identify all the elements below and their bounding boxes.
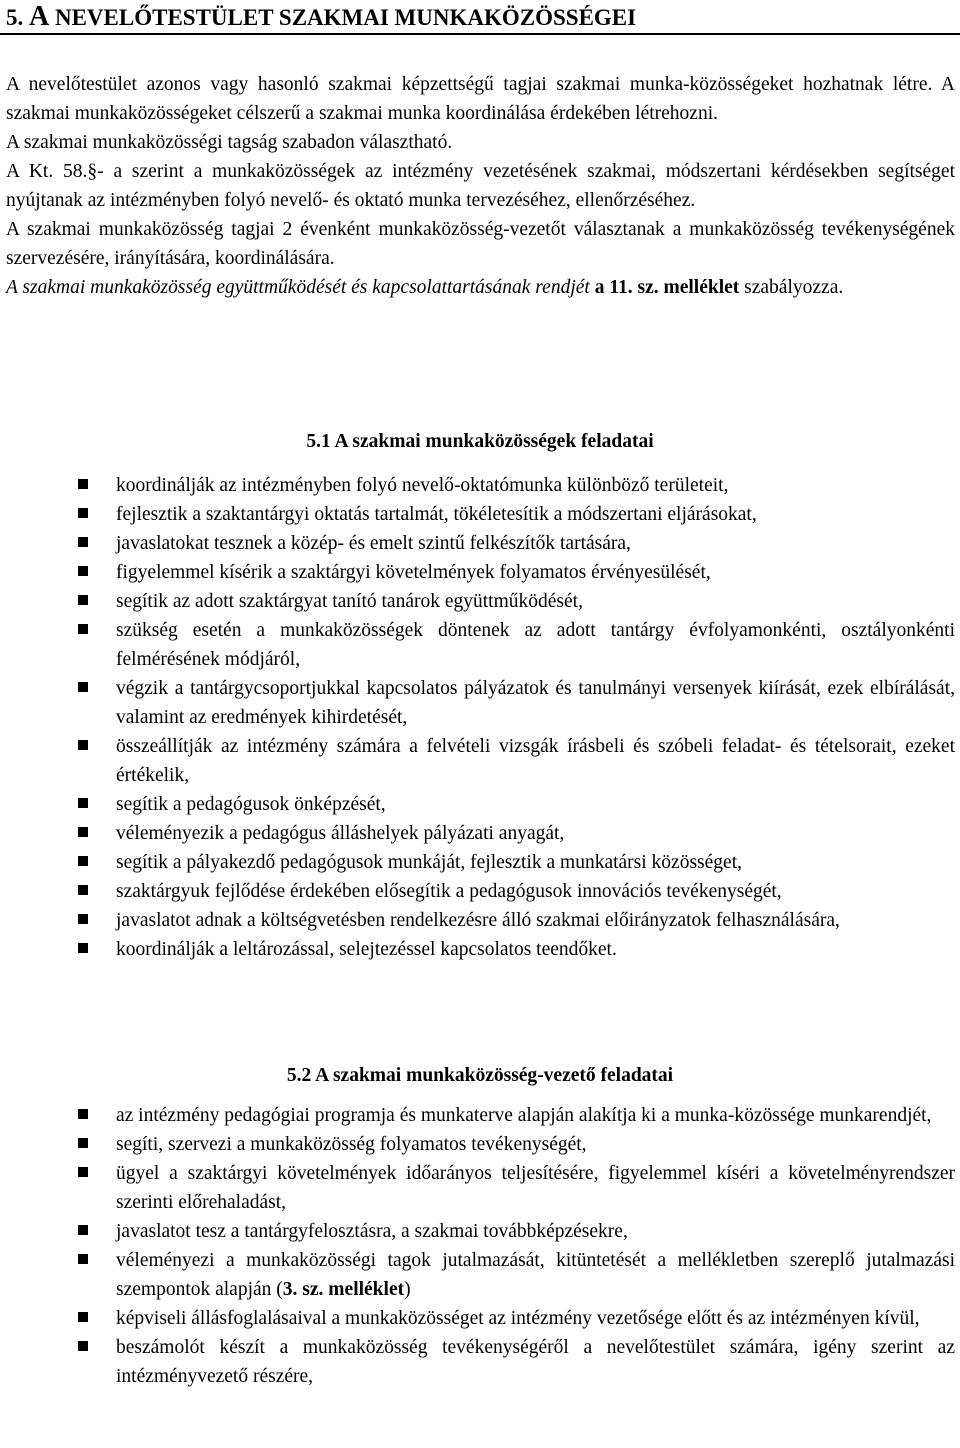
list-item-text: véleményezik a pedagógus álláshelyek pályázati anyagát,	[116, 823, 565, 844]
list-item	[0, 935, 960, 964]
square-bullet-icon	[78, 1167, 88, 1177]
intro-paragraph-4: A szakmai munkaközösség tagjai 2 évenként munkaközösség-vezetőt választanak a munkaközösség tevékenységének szervezésére, irányítására, koordinálására.	[6, 219, 955, 269]
list-item-text: figyelemmel kísérik a szaktárgyi követelmények folyamatos érvényesülését,	[116, 562, 711, 583]
list-item-text: képviseli állásfoglalásaival a munkaközösséget az intézmény vezetősége előtt és az intézményen kívül,	[116, 1308, 920, 1329]
list-item-text: az intézmény pedagógiai programja és munkaterve alapján alakítja ki a munka-közössége munkarendjét,	[116, 1105, 932, 1126]
section-5-2-list	[0, 1101, 960, 1391]
list-item	[0, 500, 960, 529]
list-item-text	[116, 1246, 955, 1304]
list-item	[0, 819, 960, 848]
list-item	[0, 1246, 960, 1304]
square-bullet-icon	[78, 1254, 88, 1264]
list-item	[0, 906, 960, 935]
chapter-initial: A	[29, 1, 50, 32]
square-bullet-icon	[78, 740, 88, 750]
list-item-text: szaktárgyuk fejlődése érdekében elősegítik a pedagógusok innovációs tevékenységét,	[116, 881, 782, 902]
square-bullet-icon	[78, 914, 88, 924]
list-item	[0, 558, 960, 587]
list-item	[0, 1333, 960, 1391]
list-item-text: segíti, szervezi a munkaközösség folyamatos tevékenységét,	[116, 1134, 587, 1155]
intro-paragraph-3: A Kt. 58.§- a szerint a munkaközösségek az intézmény vezetésének szakmai, módszertani kérdésekben segítséget nyújtanak az intézményben folyó nevelő- és oktató munka tervezéséhez, ellenőrzéséhez.	[6, 161, 955, 211]
square-bullet-icon	[78, 827, 88, 837]
list-item	[0, 674, 960, 732]
annex-ref-close: )	[404, 1279, 411, 1300]
list-item-text: segítik a pedagógusok önképzését,	[116, 794, 386, 815]
list-item	[0, 732, 960, 790]
list-item-text: koordinálják a leltározással, selejtezéssel kapcsolatos teendőket.	[116, 939, 617, 960]
list-item	[0, 1217, 960, 1246]
list-item-text: javaslatot adnak a költségvetésben rendelkezésre álló szakmai előirányzatok felhasználására,	[116, 910, 840, 931]
square-bullet-icon	[78, 682, 88, 692]
list-item-text: javaslatokat tesznek a közép- és emelt szintű felkészítők tartására,	[116, 533, 631, 554]
square-bullet-icon	[78, 856, 88, 866]
intro-paragraph-1: A nevelőtestület azonos vagy hasonló szakmai képzettségű tagjai szakmai munka-közösségeket hozhatnak létre. A szakmai munkaközösségeket célszerű a szakmai munka koordinálása érdekében létrehozni.	[6, 74, 955, 124]
intro-italic-text: A szakmai munkaközösség együttműködését és kapcsolattartásának rendjét	[6, 277, 590, 298]
square-bullet-icon	[78, 1341, 88, 1351]
annex-ref-open: (	[271, 1279, 283, 1300]
square-bullet-icon	[78, 1109, 88, 1119]
square-bullet-icon	[78, 479, 88, 489]
section-5-2-title: 5.2 A szakmai munkaközösség-vezető feladatai	[286, 1065, 674, 1086]
list-item-text: fejlesztik a szaktantárgyi oktatás tartalmát, tökéletesítik a módszertani eljárásokat,	[116, 504, 757, 525]
list-item-text: koordinálják az intézményben folyó nevelő-oktatómunka különböző területeit,	[116, 475, 729, 496]
square-bullet-icon	[78, 1312, 88, 1322]
intro-paragraph-5	[6, 273, 955, 302]
square-bullet-icon	[78, 798, 88, 808]
square-bullet-icon	[78, 943, 88, 953]
list-item-text: beszámolót készít a munkaközösség tevékenységéről a nevelőtestület számára, igény szerint az intézményvezető részére,	[116, 1337, 955, 1387]
annex-ref: 3. sz. melléklet	[282, 1279, 405, 1300]
list-item	[0, 1130, 960, 1159]
chapter-heading	[0, 0, 960, 35]
list-item	[0, 529, 960, 558]
list-item	[0, 587, 960, 616]
square-bullet-icon	[78, 1138, 88, 1148]
list-item-text: végzik a tantárgycsoportjukkal kapcsolatos pályázatok és tanulmányi versenyek kiírását, ezek elbírálását, valamint az eredmények kihirdetését,	[116, 678, 955, 728]
list-item	[0, 1159, 960, 1217]
list-item-text: ügyel a szaktárgyi követelmények időarányos teljesítésére, figyelemmel kíséri a követelményrendszer szerinti előrehaladást,	[116, 1163, 955, 1213]
list-item	[0, 471, 960, 500]
list-item-text: segítik a pályakezdő pedagógusok munkáját, fejlesztik a munkatársi közösséget,	[116, 852, 742, 873]
square-bullet-icon	[78, 1225, 88, 1235]
list-item-text: segítik az adott szaktárgyat tanító tanárok együttműködését,	[116, 591, 583, 612]
section-5-1-title: 5.1 A szakmai munkaközösségek feladatai	[306, 431, 654, 452]
square-bullet-icon	[78, 566, 88, 576]
list-item	[0, 848, 960, 877]
list-item	[0, 1101, 960, 1130]
list-item-main-text: véleményezi a munkaközösségi tagok jutalmazását, kitüntetését a mellékletben szereplő jutalmazási szempontok alapján	[116, 1250, 955, 1300]
square-bullet-icon	[78, 508, 88, 518]
intro-section	[6, 70, 955, 302]
section-5-1-list	[0, 471, 960, 964]
square-bullet-icon	[78, 624, 88, 634]
chapter-number: 5.	[6, 5, 29, 30]
list-item	[0, 1304, 960, 1333]
square-bullet-icon	[78, 537, 88, 547]
intro-annex-ref: a 11. sz. melléklet	[589, 277, 740, 298]
square-bullet-icon	[78, 885, 88, 895]
intro-paragraph-2: A szakmai munkaközösségi tagság szabadon választható.	[6, 132, 453, 153]
list-item-text: javaslatot tesz a tantárgyfelosztásra, a szakmai továbbképzésekre,	[116, 1221, 628, 1242]
list-item-text: szükség esetén a munkaközösségek döntenek az adott tantárgy évfolyamonkénti, osztályonkénti felmérésének módjáról,	[116, 620, 955, 670]
list-item	[0, 790, 960, 819]
square-bullet-icon	[78, 595, 88, 605]
list-item	[0, 616, 960, 674]
intro-tail-text: szabályozza.	[739, 277, 844, 298]
chapter-title: NEVELŐTESTÜLET SZAKMAI MUNKAKÖZÖSSÉGEI	[49, 5, 637, 30]
list-item-text: összeállítják az intézmény számára a felvételi vizsgák írásbeli és szóbeli feladat- és tételsorait, ezeket értékelik,	[116, 736, 955, 786]
list-item	[0, 877, 960, 906]
